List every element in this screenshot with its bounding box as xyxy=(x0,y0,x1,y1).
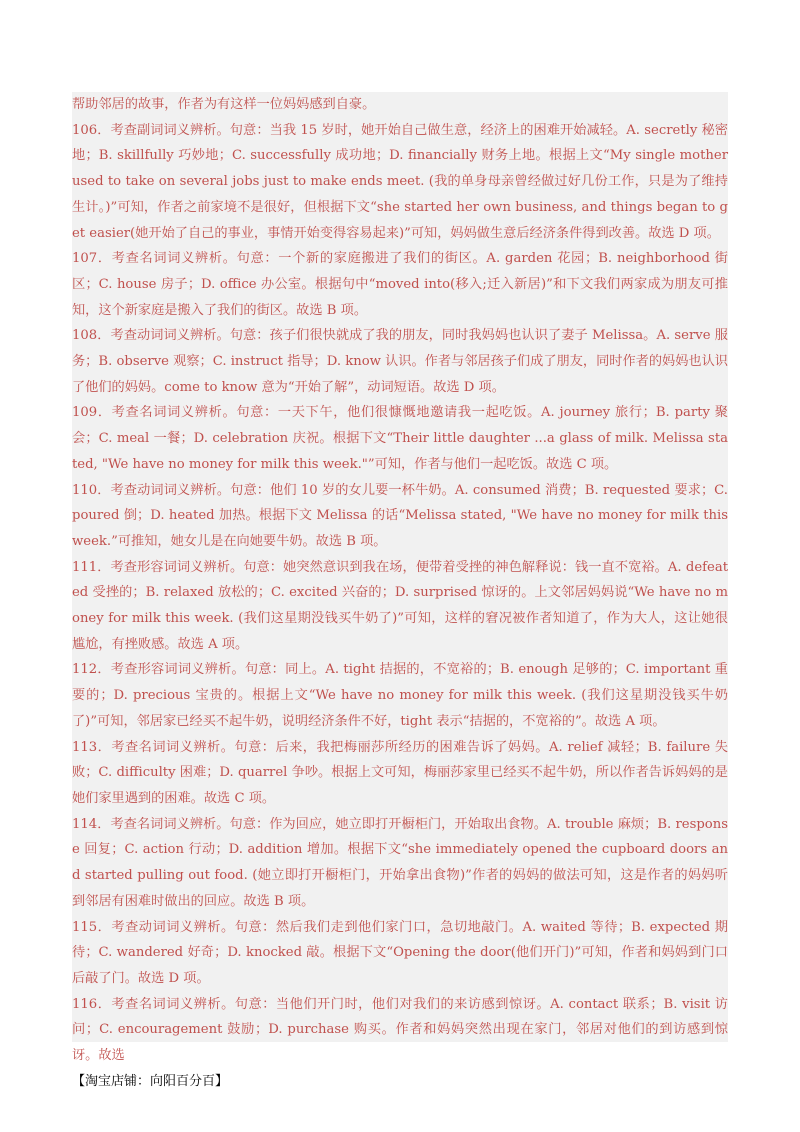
paragraph-106: 106．考查副词词义辨析。句意：当我 15 岁时，她开始自己做生意，经济上的困难开始减轻。A. secretly 秘密地；B. skillfully 巧妙地；C. successfully 成功地；D. financially 财务上地。根据上文“My single mother used to take on several jobs just to make ends meet. (我的单身母亲曾经做过好几份工作，只是为了维持生计。)”可知，作者之前家境不是很好，但根据下文“she started her own business, and things began to get easier(她开始了自己的事业，事情开始变得容易起来)”可知，妈妈做生意后经济条件得到改善。故选 D 项。 xyxy=(72,122,728,241)
paragraph-116: 116．考查名词词义辨析。句意：当他们开门时，他们对我们的来访感到惊讶。A. contact 联系；B. visit 访问；C. encouragement 鼓励；D. purchase 购买。作者和妈妈突然出现在家门，邻居对他们的到访感到惊讶。故选 xyxy=(72,996,728,1064)
page-footer: 【淘宝店铺：向阳百分百】 xyxy=(72,1074,229,1089)
paragraph-109: 109．考查名词词义辨析。句意：一天下午，他们很慷慨地邀请我一起吃饭。A. journey 旅行；B. party 聚会；C. meal 一餐；D. celebration 庆祝。根据下文“Their little daughter ...a glass of milk. Melissa stated, "We have no money for milk this week."”可知，作者与他们一起吃饭。故选 C 项。 xyxy=(72,405,728,472)
paragraph-112: 112．考查形容词词义辨析。句意：同上。A. tight 拮据的，不宽裕的；B. enough 足够的；C. important 重要的；D. precious 宝贵的。根据上文“We have no money for milk this week. (我们这星期没钱买牛奶了)”可知，邻居家已经买不起牛奶，说明经济条件不好，tight 表示“拮据的，不宽裕的”。故选 A 项。 xyxy=(72,662,728,729)
paragraph-108: 108．考查动词词义辨析。句意：孩子们很快就成了我的朋友，同时我妈妈也认识了妻子 Melissa。A. serve 服务；B. observe 观察；C. instruct 指导；D. know 认识。作者与邻居孩子们成了朋友，同时作者的妈妈也认识了他们的妈妈。come to know 意为“开始了解”，动词短语。故选 D 项。 xyxy=(72,328,728,395)
paragraph-107: 107．考查名词词义辨析。句意：一个新的家庭搬进了我们的街区。A. garden 花园；B. neighborhood 街区；C. house 房子；D. office 办公室。根据句中“moved into(移入;迁入新居)”和下文我们两家成为朋友可推知，这个新家庭是搬入了我们的街区。故选 B 项。 xyxy=(72,251,728,318)
paragraph-113: 113．考查名词词义辨析。句意：后来，我把梅丽莎所经历的困难告诉了妈妈。A. relief 减轻；B. failure 失败；C. difficulty 困难；D. quarrel 争吵。根据上文可知，梅丽莎家里已经买不起牛奶，所以作者告诉妈妈的是她们家里遇到的困难。故选 C 项。 xyxy=(72,739,728,806)
paragraph-intro: 帮助邻居的故事，作者为有这样一位妈妈感到自豪。 xyxy=(72,97,376,112)
answer-explanation-body xyxy=(72,92,728,1064)
paragraph-115: 115．考查动词词义辨析。句意：然后我们走到他们家门口，急切地敲门。A. waited 等待；B. expected 期待；C. wandered 好奇；D. knocked 敲。根据下文“Opening the door(他们开门)”可知，作者和妈妈到门口后敲了门。故选 D 项。 xyxy=(72,919,728,986)
paragraph-114: 114．考查名词词义辨析。句意：作为回应，她立即打开橱柜门，开始取出食物。A. trouble 麻烦；B. response 回复；C. action 行动；D. addition 增加。根据下文“she immediately opened the cupboard doors and started pulling out food. (她立即打开橱柜门，开始拿出食物)”作者的妈妈的做法可知，这是作者的妈妈听到邻居有困难时做出的回应。故选 B 项。 xyxy=(72,816,728,909)
paragraph-110: 110．考查动词词义辨析。句意：他们 10 岁的女儿要一杯牛奶。A. consumed 消费；B. requested 要求；C. poured 倒；D. heated 加热。根据下文 Melissa 的话“Melissa stated, "We have no money for milk this week.”可推知，她女儿是在向她要牛奶。故选 B 项。 xyxy=(72,482,728,549)
paragraph-111: 111．考查形容词词义辨析。句意：她突然意识到我在场，便带着受挫的神色解释说：钱一直不宽裕。A. defeated 受挫的；B. relaxed 放松的；C. excited 兴奋的；D. surprised 惊讶的。上文邻居妈妈说“We have no money for milk this week. (我们这星期没钱买牛奶了)”可知，这样的窘况被作者知道了，作为大人，这让她很尴尬，有挫败感。故选 A 项。 xyxy=(72,559,728,652)
